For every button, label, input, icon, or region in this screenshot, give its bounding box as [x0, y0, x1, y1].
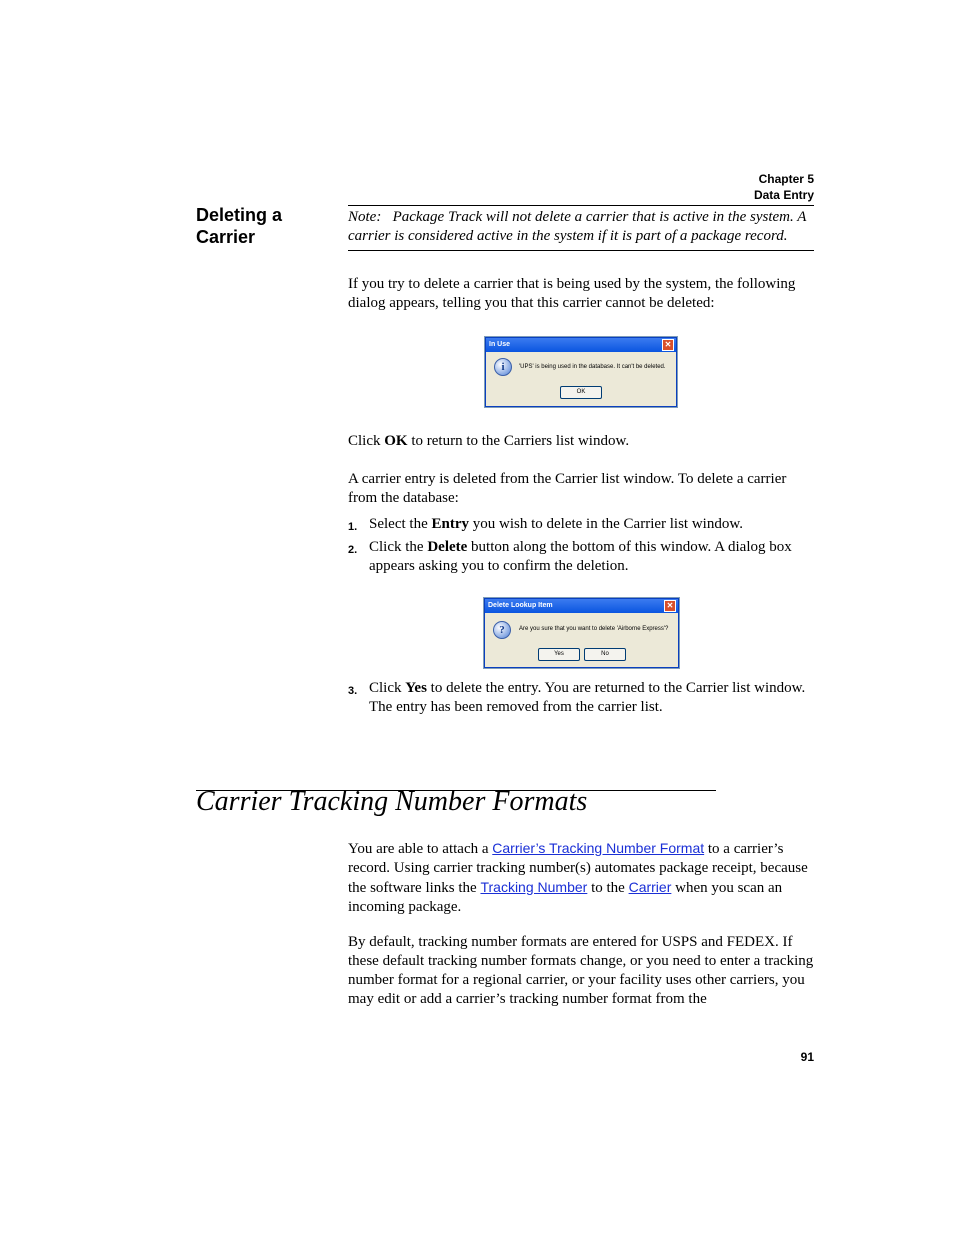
ok-bold: OK	[384, 433, 408, 449]
text-run: you wish to delete in the Carrier list window.	[468, 516, 743, 532]
text-run: to the	[587, 880, 629, 896]
step-number: 2.	[348, 544, 358, 556]
step-3	[348, 679, 816, 717]
text-run: Select the	[369, 516, 432, 532]
delete-lookup-dialog	[484, 598, 679, 668]
page-number: 91	[800, 1050, 814, 1064]
note-rule	[348, 250, 814, 251]
step-2	[348, 538, 816, 576]
paragraph-in-use: If you try to delete a carrier that is being used by the system, the following dialog appears, telling you that this carrier cannot be deleted:	[348, 276, 796, 311]
text-run: to a carrier’s record. Using carrier tracking number(s) automates package receipt, because the software links the	[348, 841, 808, 896]
text-run: Click	[348, 433, 385, 449]
paragraph-default-formats: By default, tracking number formats are entered for USPS and FEDEX. If these default tracking number formats change, or you need to enter a tracking number format for a regional carrier, or your facility uses other carriers, you may edit or add a carrier’s tracking number format from the	[348, 934, 814, 1007]
dialog-title-bar	[485, 599, 678, 613]
delete-bold: Delete	[427, 539, 468, 555]
text-run: Click	[369, 680, 406, 696]
link-carrier-tracking-number-format[interactable]: Carrier’s Tracking Number Format	[492, 840, 705, 856]
yes-bold: Yes	[405, 680, 427, 696]
dialog-title: In Use	[489, 341, 511, 348]
dialog-title: Delete Lookup Item	[488, 602, 553, 609]
note-text: Package Track will not delete a carrier that is active in the system. A carrier is considered active in the system if it is part of a package record.	[348, 209, 807, 244]
heading-line-2: Carrier	[196, 227, 256, 247]
section-label: Data Entry	[753, 188, 814, 202]
note-block	[348, 208, 814, 246]
note-label: Note:	[348, 209, 382, 225]
text-run: button along the bottom of this window. A dialog box appears asking you to confirm the deletion.	[369, 539, 792, 574]
ok-button[interactable]: OK	[560, 386, 602, 399]
text-run: to return to the Carriers list window.	[407, 433, 630, 449]
link-tracking-number[interactable]: Tracking Number	[480, 879, 588, 895]
step-1	[348, 515, 816, 534]
text-run: when you scan an incoming package.	[348, 880, 783, 915]
chapter-label: Chapter 5	[758, 172, 814, 186]
close-icon[interactable]: ✕	[662, 339, 674, 351]
close-icon[interactable]: ✕	[664, 600, 676, 612]
step-number: 3.	[348, 685, 358, 697]
header-rule	[348, 205, 814, 206]
click-ok-text	[348, 432, 816, 451]
text-run: Click the	[369, 539, 428, 555]
info-icon: i	[494, 358, 512, 376]
dialog-message: Are you sure that you want to delete 'Airborne Express'?	[519, 626, 669, 632]
dialog-title-bar	[486, 338, 676, 352]
section-heading-tracking-formats: Carrier Tracking Number Formats	[196, 786, 588, 817]
in-use-dialog	[485, 337, 677, 407]
question-icon: ?	[493, 621, 511, 639]
text-run: to delete the entry. You are returned to the Carrier list window. The entry has been removed from the carrier list.	[369, 680, 806, 715]
paragraph-delete-intro: A carrier entry is deleted from the Carrier list window. To delete a carrier from the database:	[348, 471, 787, 506]
link-carrier[interactable]: Carrier	[628, 879, 672, 895]
dialog-message: 'UPS' is being used in the database. It can't be deleted.	[519, 364, 666, 370]
heading-line-1: Deleting a	[196, 205, 283, 225]
section-heading-deleting-carrier	[196, 204, 336, 248]
paragraph-tracking-intro	[348, 839, 816, 917]
text-run: You are able to attach a	[348, 841, 493, 857]
no-button[interactable]: No	[584, 648, 626, 661]
yes-button[interactable]: Yes	[538, 648, 580, 661]
step-number: 1.	[348, 521, 358, 533]
entry-bold: Entry	[431, 516, 469, 532]
running-header	[754, 171, 814, 203]
